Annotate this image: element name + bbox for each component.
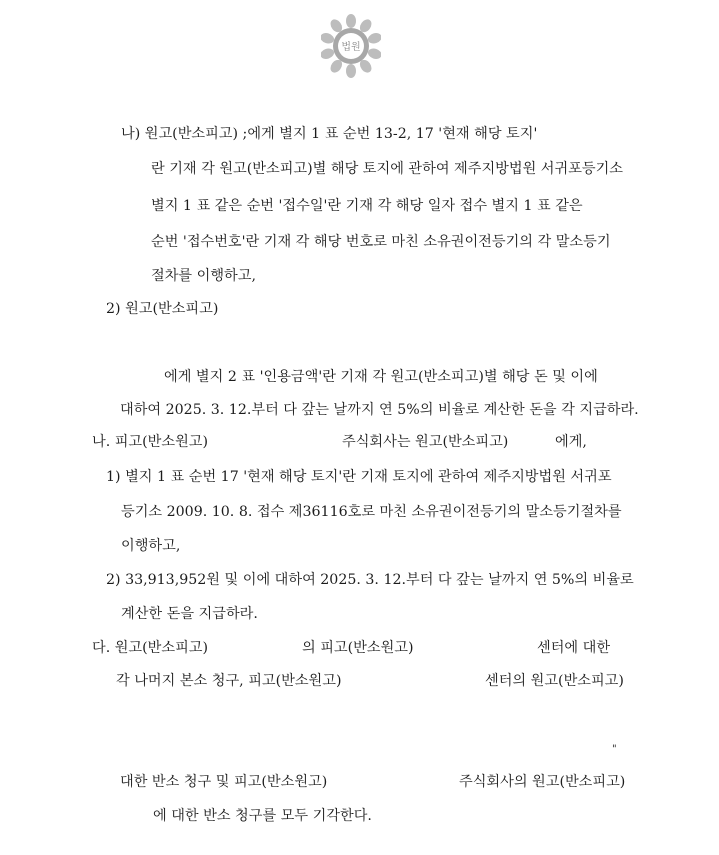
text-line: " (612, 744, 617, 755)
text-line: 다. 원고(반소피고) (92, 640, 209, 656)
text-line: 등기소 2009. 10. 8. 접수 제36116호로 마친 소유권이전등기의 말소등기절차를 (121, 504, 622, 520)
text-line: 계산한 돈을 지급하라. (121, 606, 258, 622)
text-line: 에 대한 반소 청구를 모두 기각한다. (153, 808, 372, 824)
text-line: 주식회사는 원고(반소피고) (342, 434, 509, 450)
text-line: 각 나머지 본소 청구, 피고(반소원고) (116, 673, 342, 689)
seal-text: 법원 (341, 42, 361, 53)
text-line: 절차를 이행하고, (151, 268, 256, 284)
text-line: 이행하고, (121, 538, 181, 554)
text-line: 주식회사의 원고(반소피고) (459, 774, 626, 790)
text-line: 1) 별지 1 표 순번 17 '현재 해당 토지'란 기재 토지에 관하여 제주지방법원 서귀포 (106, 469, 612, 485)
text-line: 대하여 2025. 3. 12.부터 다 갚는 날까지 연 5%의 비율로 계산한 돈을 각 지급하라. (120, 402, 639, 418)
text-line: 2) 33,913,952원 및 이에 대하여 2025. 3. 12.부터 다 갚는 날까지 연 5%의 비율로 (106, 572, 634, 588)
text-line: 2) 원고(반소피고) (106, 301, 219, 317)
text-line: 센터에 대한 (537, 640, 611, 656)
text-line: 의 피고(반소원고) (302, 640, 414, 656)
text-line: 에게 별지 2 표 '인용금액'란 기재 각 원고(반소피고)별 해당 돈 및 이에 (164, 369, 598, 385)
text-line: 나) 원고(반소피고) ;에게 별지 1 표 순번 13-2, 17 '현재 해당 토지' (121, 126, 538, 142)
text-line: 에게, (555, 434, 587, 450)
text-line: 나. 피고(반소원고) (92, 434, 209, 450)
court-seal-icon (321, 13, 381, 79)
text-line: 대한 반소 청구 및 피고(반소원고) (120, 774, 328, 790)
text-line: 란 기재 각 원고(반소피고)별 해당 토지에 관하여 제주지방법원 서귀포등기소 (151, 161, 624, 177)
text-line: 순번 '접수번호'란 기재 각 해당 번호로 마친 소유권이전등기의 각 말소등기 (151, 234, 611, 250)
text-line: 센터의 원고(반소피고) (485, 673, 624, 689)
text-line: 별지 1 표 같은 순번 '접수일'란 기재 각 해당 일자 접수 별지 1 표 같은 (151, 198, 583, 214)
